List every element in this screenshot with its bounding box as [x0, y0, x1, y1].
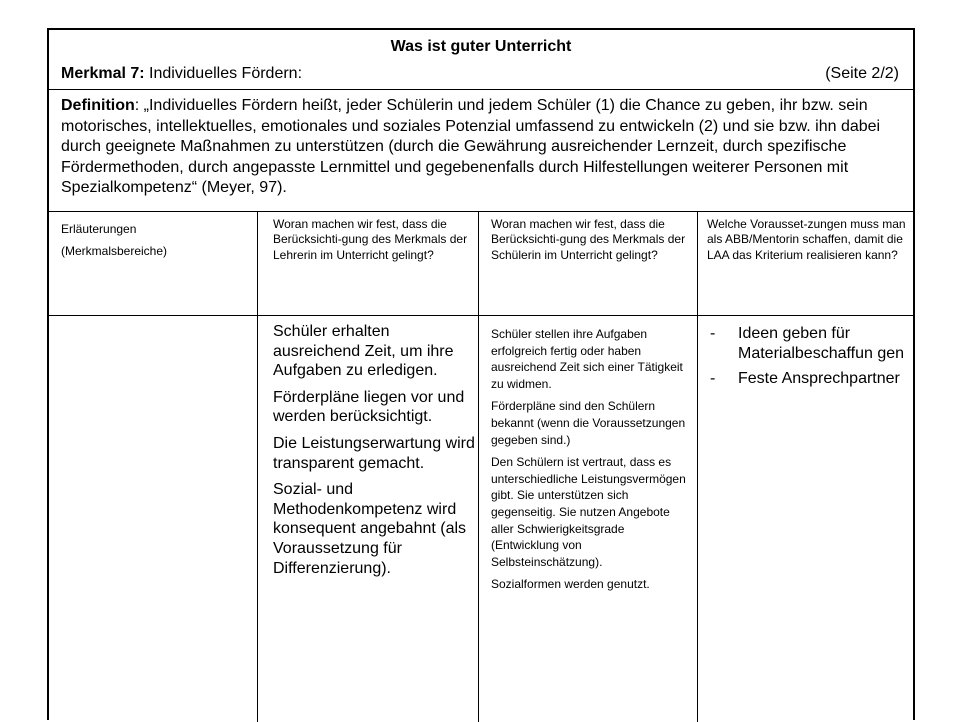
prerequisites-list	[707, 324, 912, 389]
dash-bullet: -	[710, 370, 716, 388]
definition-label: Definition	[61, 97, 135, 114]
student-criterion: Schüler stellen ihre Aufgaben erfolgreich fertig oder haben ausreichend Zeit sich einer Tätigkeit zu widmen.	[491, 327, 683, 391]
teacher-criteria-cell	[273, 322, 481, 585]
column-header-student: Woran machen wir fest, dass die Berücksichti-gung des Merkmals der Schülerin im Unterricht gelingt?	[491, 217, 686, 262]
merkmal-name: Individuelles Fördern:	[144, 65, 303, 82]
mentor-prerequisites-cell	[707, 324, 912, 395]
dash-bullet: -	[710, 325, 716, 342]
teacher-criterion: Förderpläne liegen vor und werden berücksichtigt.	[273, 388, 465, 426]
sheet-header	[49, 30, 913, 90]
merkmal-line	[61, 65, 302, 83]
student-criterion: Den Schülern ist vertraut, dass es unterschiedliche Leistungsvermögen gibt. Sie unterstützen sich gegenseitig. Sie nutzen Angebote aller Schwierigkeitsgrade (Entwicklung von Selbsteinschätzung).	[491, 455, 686, 569]
column-divider-1	[257, 212, 258, 722]
page-reference: (Seite 2/2)	[825, 65, 899, 82]
column-divider-3	[697, 212, 698, 722]
row-divider	[49, 315, 913, 316]
column-header-explanations	[61, 218, 251, 262]
student-criteria-cell	[491, 326, 691, 599]
merkmal-label: Merkmal 7:	[61, 65, 145, 82]
teacher-criterion: Schüler erhalten ausreichend Zeit, um ihre Aufgaben zu erledigen.	[273, 323, 454, 380]
column-header-explanations-line2: (Merkmalsbereiche)	[61, 244, 168, 258]
prerequisite-text: Ideen geben für Materialbeschaffun gen	[738, 325, 905, 362]
teacher-criterion: Sozial- und Methodenkompetenz wird konsequent angebahnt (als Voraussetzung für Differenzierung).	[273, 481, 467, 577]
column-header-mentor: Welche Vorausset-zungen muss man als ABB/Mentorin schaffen, damit die LAA das Kriterium realisieren kann?	[707, 217, 906, 262]
definition-text: : „Individuelles Fördern heißt, jeder Schülerin und jedem Schüler (1) die Chance zu geben, ihr bzw. sein motorisches, intellektuelles, emotionales und soziales Potenzial umfassend zu entwickeln (2) und sie bzw. ihn dabei durch geeignete Maßnahmen zu unterstützen (durch die Gewährung ausreichender Lernzeit, durch spezifische Fördermethoden, durch angepasste Lernmittel und gegebenenfalls durch Hilfestellungen weiterer Personen mit Spezialkompetenz“ (Meyer, 97).	[61, 97, 881, 197]
student-criterion: Sozialformen werden genutzt.	[491, 577, 650, 592]
criteria-sheet	[47, 28, 915, 720]
list-item	[707, 324, 912, 363]
teacher-criterion: Die Leistungserwartung wird transparent gemacht.	[273, 434, 475, 472]
list-item	[707, 369, 912, 389]
student-criterion: Förderpläne sind den Schülern bekannt (wenn die Voraussetzungen gegeben sind.)	[491, 399, 686, 447]
prerequisite-text: Feste Ansprechpartner	[738, 370, 900, 388]
definition-block	[49, 90, 913, 212]
column-header-explanations-line1: Erläuterungen	[61, 222, 137, 236]
page-title: Was ist guter Unterricht	[390, 38, 572, 55]
column-header-teacher: Woran machen wir fest, dass die Berücksichti-gung des Merkmals der Lehrerin im Unterricht gelingt?	[273, 217, 468, 262]
